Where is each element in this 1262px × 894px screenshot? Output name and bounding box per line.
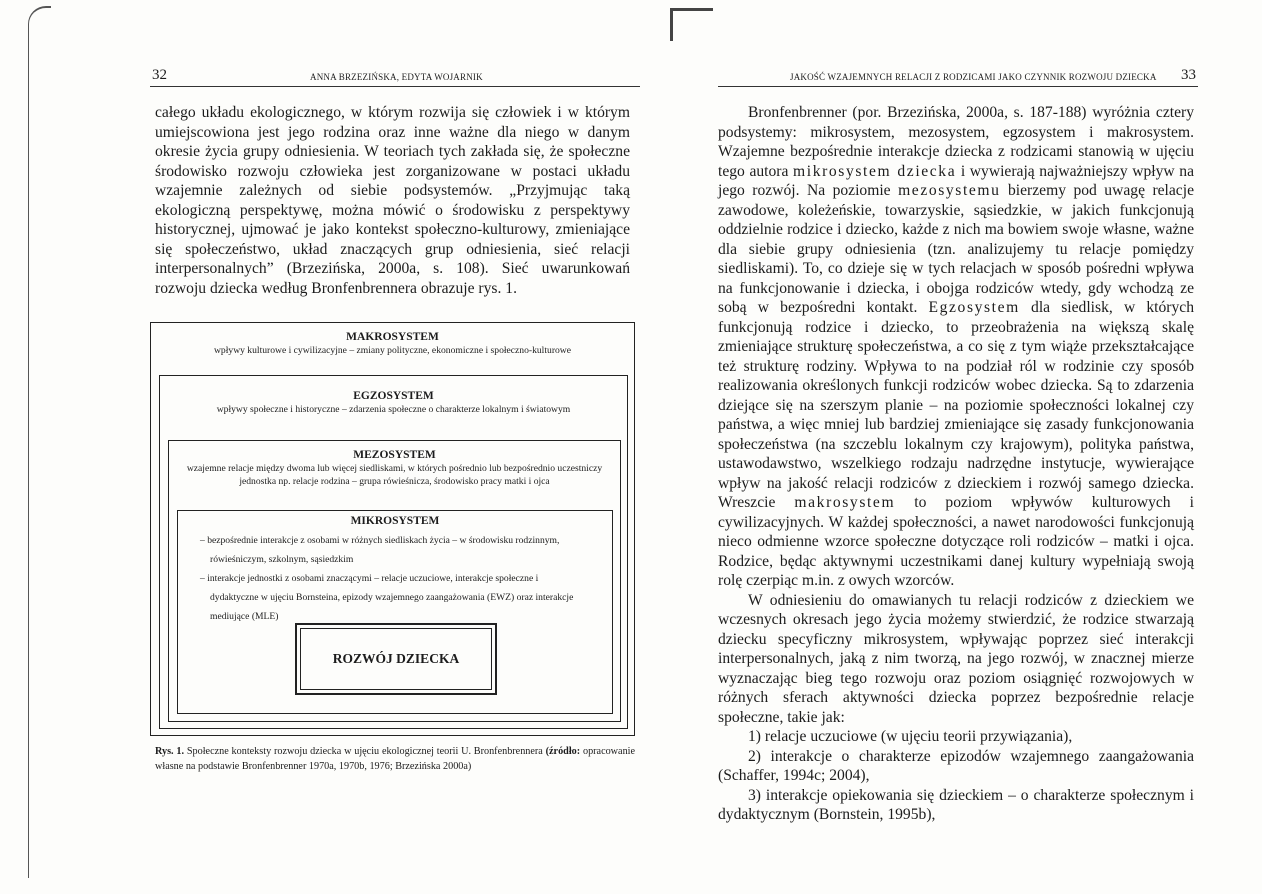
scan-corner-mark	[670, 8, 713, 41]
makrosystem-box	[150, 322, 635, 736]
text-run: bierzemy pod uwagę relacje zawodowe, koleżeńskie, towarzyskie, sąsiedzkie, w jakich funkcjonują oddzielnie rodzice i dziecko, każde z nich ma bowiem swoje własne, ważne dla siebie grupy odniesienia (tzn. analizujemy tu relacje pomiędzy siedliskami). To, co dzieje się w tych relacjach w sposób pośredni wpływa na funkcjonowanie i dziecka, i obojga rodziców wtedy, gdy wchodzą ze sobą w bezpośredni kontakt.	[718, 182, 1194, 316]
child-development-label: ROZWÓJ DZIECKA	[332, 651, 460, 666]
mikrosystem-title: MIKROSYSTEM	[350, 515, 440, 527]
page-number: 32	[152, 67, 167, 83]
text-run: i wywierają najważniejszy wpływ na jego rozwój. Na poziomie	[718, 162, 1195, 199]
list-item: 3) interakcje opiekowania się dzieckiem – o charakterze społecznym i dydaktycznym (Bornstein, 1995b),	[718, 786, 1194, 823]
paragraph: całego układu ekologicznego, w którym rozwija się człowiek i w którym umiejscowiona jest jego rodzina oraz inne ważne dla niego w danym okresie życia grupy odniesienia. W teoriach tych zakłada się, że społeczne środowisko rozwoju człowieka jest zorganizowane w postaci układu wzajemnie zależnych od siebie podsystemów. „Przyjmując taką ekologiczną perspektywę, można mówić o środowisku z perspektywy historycznej, ujmować je jako kontekst społeczno-kulturowy, zmieniające się społeczeństwo, układ znaczących grup odniesienia, sieć relacji interpersonalnych” (Brzezińska, 2000a, s. 108). Sieć uwarunkowań rozwoju dziecka według Bronfenbrennera obrazuje rys. 1.	[155, 104, 630, 297]
mikrosystem-list	[178, 531, 612, 626]
page-number: 33	[1181, 67, 1196, 83]
figure-caption	[155, 744, 635, 774]
makrosystem-description: wpływy kulturowe i cywilizacyjne – zmiany polityczne, ekonomiczne i społeczno-kulturowe	[214, 345, 571, 356]
text-run: dla siedlisk, w których funkcjonują rodzice i dziecko, to przeobrażenia na większą skalę zmieniające strukturę społeczeństwa, a co się z tym wiąże przekształcające też strukturę rodziny. Wpływa to na podział ról w rodzinie czy sposób realizowania określonych funkcji rodziców wobec dziecka. Są to zdarzenia dziejące się na szerszym planie – na poziomie społeczności lokalnej czy państwa, a więc mniej lub bardziej zmieniające się zasady funkcjonowania społeczeństwa (na szczeblu lokalnym czy krajowym), polityka państwa, ustawodawstwo, wszelkiego rodzaju nadrzędne instytucje, wywierające wpływ na jakość relacji rodziców z dzieckiem i rozwój samego dziecka. Wreszcie	[718, 299, 1194, 511]
running-head-title: JAKOŚĆ WZAJEMNYCH RELACJI Z RODZICAMI JAKO CZYNNIK ROZWOJU DZIECKA	[790, 72, 1157, 82]
scan-binding-edge	[28, 6, 51, 878]
running-head-right	[718, 66, 1198, 87]
makrosystem-title: MAKROSYSTEM	[346, 331, 439, 343]
mezosystem-description: wzajemne relacje między dwoma lub więcej siedliskami, w których pośrednio lub bezpośrednio uczestniczy jednostka np. relacje rodzina – grupa rówieśnicza, środowisko pracy matki i ojca	[186, 463, 603, 487]
mikrosystem-box	[177, 510, 613, 714]
term-mikrosystem: mikrosystem dziecka	[793, 162, 957, 180]
term-mezosystem: mezosystemu	[898, 182, 1001, 199]
text-run: Bronfenbrenner (por. Brzezińska, 2000a, s. 187-188) wyróżnia cztery podsystemy: mikrosystem, mezosystem, egzosystem i makrosystem. Wzajemne bezpośrednie interakcje dziecka z rodzicami stanowią w ujęciu tego autora	[718, 104, 1194, 180]
caption-label: Rys. 1.	[155, 746, 185, 757]
figure-bronfenbrenner-model	[150, 322, 635, 737]
caption-text: Społeczne konteksty rozwoju dziecka w ujęciu ekologicznej teorii U. Bronfenbrennera	[186, 746, 543, 757]
list-item: – interakcje jednostki z osobami znaczącymi – relacje uczuciowe, interakcje społeczne i dydaktyczne w ujęciu Bornsteina, epizody wzajemnego zaangażowania (EWZ) oraz interakcje mediujące (MLE)	[200, 573, 574, 622]
paragraph	[718, 103, 1194, 591]
list-item: 2) interakcje o charakterze epizodów wzajemnego zaangażowania (Schaffer, 1994c; 2004),	[718, 747, 1194, 784]
text-run: to poziom wpływów kulturowych i cywilizacyjnych. W każdej społeczności, a nawet narodowości funkcjonują nieco odmienne wzorce społeczne dotyczące roli rodziców – matki i ojca. Rodzice, będąc aktywnymi uczestnikami danej kultury wypełniają swoją rolę czerpiąc m.in. z owych wzorców.	[718, 494, 1194, 589]
body-text-right	[718, 103, 1194, 825]
body-text-left	[155, 103, 630, 298]
egzosystem-title: EGZOSYSTEM	[353, 390, 434, 402]
child-development-box	[295, 623, 497, 695]
term-egzosystem: Egzosystem	[928, 299, 1020, 316]
caption-source-text: opracowanie własne na podstawie Bronfenbrenner 1970a, 1970b, 1976; Brzezińska 2000a)	[155, 746, 636, 772]
list-item: – bezpośrednie interakcje z osobami w różnych siedliskach życia – w środowisku rodzinnym, rówieśniczym, szkolnym, sąsiedzkim	[200, 535, 560, 565]
running-head-left	[150, 66, 640, 87]
caption-source-label: (źródło:	[545, 746, 581, 757]
egzosystem-description: wpływy społeczne i historyczne – zdarzenia społeczne o charakterze lokalnym i światowym	[216, 404, 571, 415]
right-page	[718, 0, 1198, 894]
left-page	[150, 0, 640, 894]
mezosystem-title: MEZOSYSTEM	[353, 449, 436, 461]
term-makrosystem: makrosystem	[794, 494, 896, 511]
paragraph: W odniesieniu do omawianych tu relacji rodziców z dzieckiem we wczesnych okresach jego życia możemy stwierdzić, że rodzice stwarzają dziecku specyficzny mikrosystem, wpływając poprzez sieć interakcji interpersonalnych, jaką z nim tworzą, na jego rozwój, w znacznej mierze wyznaczając bieg tego rozwoju oraz poziom osiągnięć rozwojowych w różnych sferach aktywności dziecka poprzez bezpośrednie relacje społeczne, takie jak:	[718, 591, 1194, 726]
list-item: 1) relacje uczuciowe (w ujęciu teorii przywiązania),	[748, 728, 1073, 745]
running-head-title: ANNA BRZEZIŃSKA, EDYTA WOJARNIK	[310, 72, 483, 82]
